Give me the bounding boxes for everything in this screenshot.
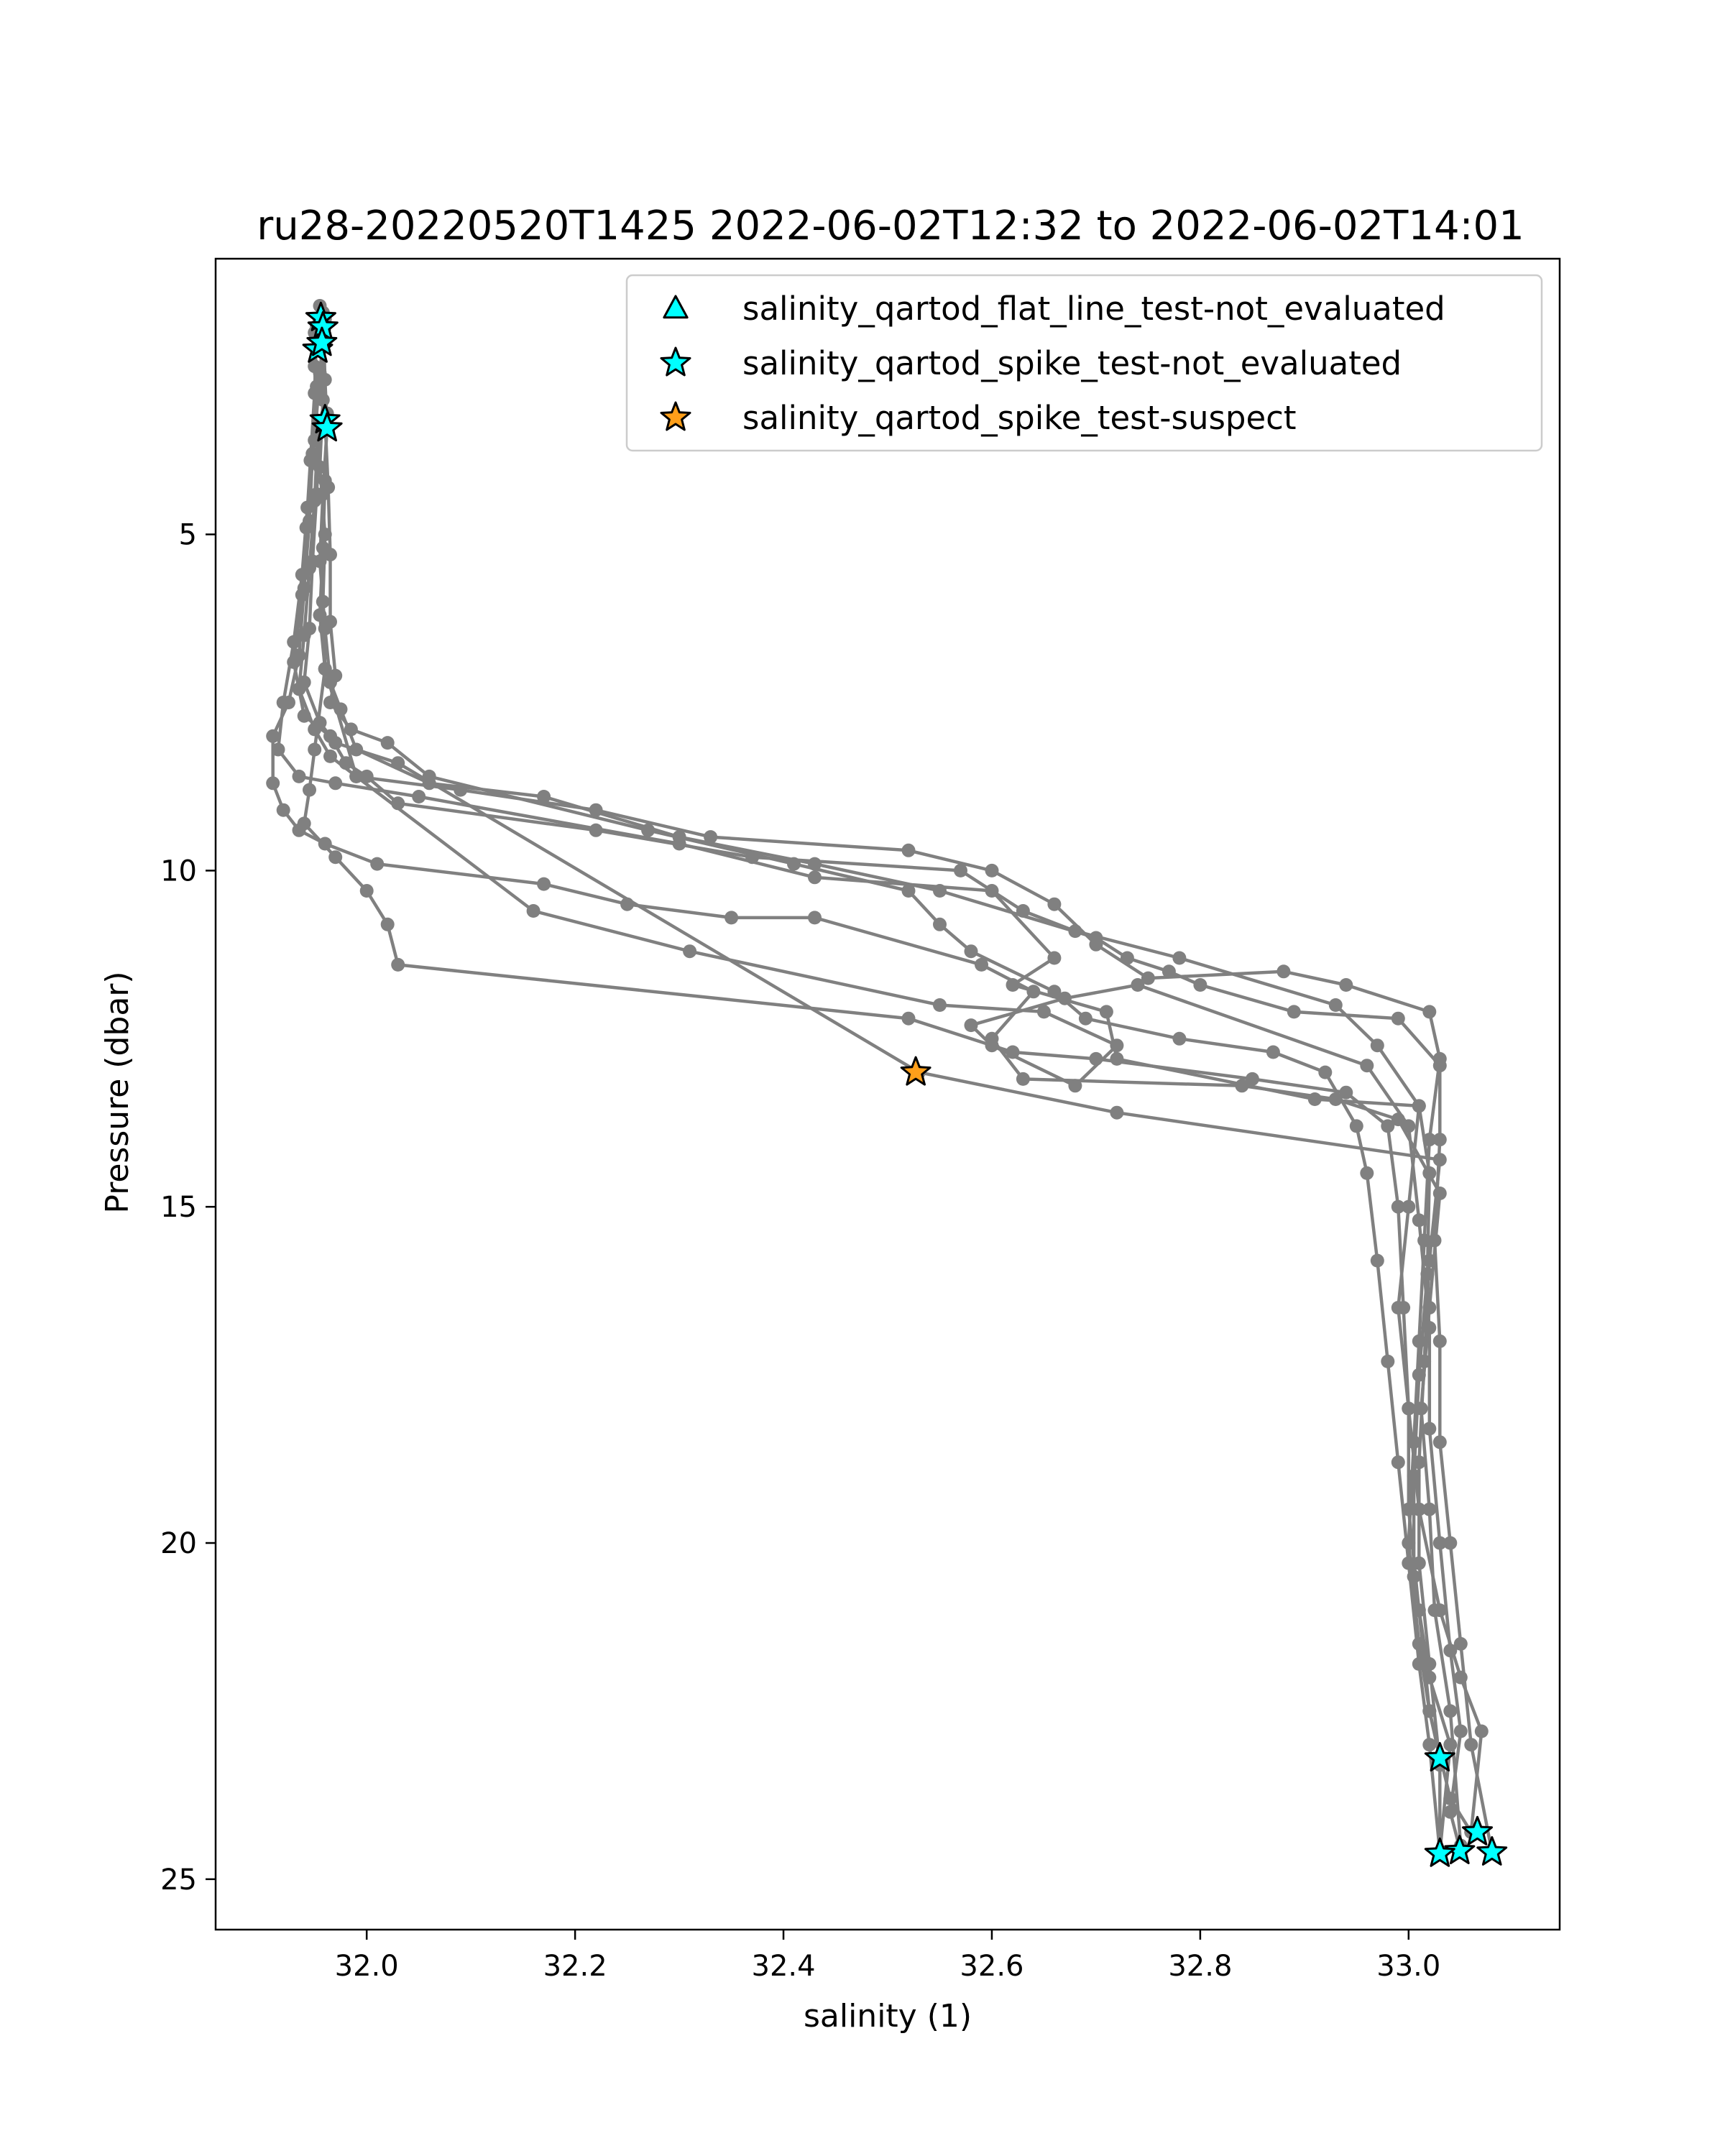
data-point [298, 676, 311, 689]
data-point [787, 857, 801, 871]
data-point [1079, 1012, 1092, 1026]
data-point [298, 709, 311, 723]
data-point [308, 743, 321, 757]
data-point [902, 844, 916, 857]
data-point [985, 864, 999, 877]
data-point [1422, 1254, 1436, 1268]
data-point [1433, 1335, 1447, 1348]
data-point [1464, 1738, 1478, 1751]
legend-item [661, 344, 1402, 382]
data-point [310, 487, 323, 501]
data-point [1443, 1738, 1457, 1751]
data-point [1402, 1119, 1415, 1133]
data-point [277, 803, 290, 817]
data-point [313, 608, 327, 622]
data-point [370, 857, 384, 871]
data-point [266, 729, 280, 743]
data-point [1266, 1046, 1280, 1059]
x-tick-label: 32.0 [334, 1950, 399, 1983]
legend-label: salinity_qartod_spike_test-suspect [742, 399, 1297, 437]
data-point [303, 622, 316, 635]
data-point [349, 770, 363, 783]
data-point [1037, 1005, 1051, 1018]
y-tick-label: 25 [160, 1863, 197, 1897]
data-point [1422, 1005, 1436, 1018]
data-point [1422, 1422, 1436, 1436]
data-point [308, 387, 321, 400]
data-point [1422, 1657, 1436, 1671]
data-point [1339, 978, 1353, 992]
data-point [1433, 1059, 1447, 1072]
data-point [1454, 1725, 1468, 1738]
data-point [965, 944, 978, 958]
x-axis-label: salinity (1) [803, 1998, 972, 2035]
y-tick-label: 5 [178, 518, 197, 552]
data-point [1360, 1166, 1374, 1180]
data-point [313, 716, 327, 729]
data-point [1350, 1119, 1363, 1133]
data-point [1047, 898, 1061, 911]
data-point [316, 595, 330, 609]
data-point [328, 736, 342, 750]
data-point [318, 474, 332, 487]
y-tick-label: 20 [160, 1527, 197, 1561]
plot-area [216, 259, 1560, 1930]
data-point [316, 541, 330, 555]
data-point [1162, 964, 1176, 978]
data-point [1433, 1133, 1447, 1146]
data-point [266, 776, 280, 790]
data-point [328, 776, 342, 790]
data-point [954, 864, 967, 877]
x-tick-label: 33.0 [1376, 1950, 1441, 1983]
data-point [1329, 998, 1343, 1012]
data-point [300, 521, 313, 535]
y-tick-label: 10 [160, 854, 197, 888]
x-tick-label: 32.2 [543, 1950, 607, 1983]
data-point [724, 911, 738, 924]
data-point [1371, 1038, 1384, 1052]
data-point [1068, 1079, 1082, 1092]
data-point [1412, 1099, 1426, 1112]
x-tick-label: 32.4 [751, 1950, 816, 1983]
data-point [391, 756, 405, 770]
legend-item [664, 290, 1445, 328]
data-point [1433, 1153, 1447, 1166]
data-point [287, 655, 300, 669]
data-point [933, 998, 947, 1012]
data-point [589, 824, 603, 837]
data-point [293, 770, 306, 783]
data-point [1417, 1355, 1431, 1368]
legend-label: salinity_qartod_flat_line_test-not_evaluated [742, 290, 1445, 328]
data-point [1412, 1213, 1426, 1227]
data-point [381, 918, 395, 931]
data-point [683, 944, 696, 958]
data-point [1058, 992, 1072, 1005]
data-point [965, 1018, 978, 1032]
data-point [1360, 1059, 1374, 1072]
data-point [902, 884, 916, 898]
data-point [344, 722, 358, 736]
data-point [381, 736, 395, 750]
data-point [303, 783, 316, 797]
legend-item [661, 399, 1297, 437]
data-point [1121, 952, 1134, 965]
data-point [1412, 1455, 1426, 1469]
data-point [641, 824, 655, 837]
data-point [1110, 1106, 1123, 1120]
data-point [808, 870, 822, 884]
data-point [323, 750, 337, 763]
data-point [537, 877, 551, 891]
data-point [1172, 952, 1186, 965]
data-point [1475, 1725, 1489, 1738]
data-point [328, 850, 342, 864]
data-point [1287, 1005, 1301, 1018]
data-point [318, 662, 332, 676]
data-point [1443, 1644, 1457, 1657]
data-point [1318, 1066, 1332, 1079]
data-point [808, 911, 822, 924]
data-point [1433, 1435, 1447, 1449]
data-point [1392, 1455, 1405, 1469]
data-point [537, 790, 551, 803]
data-point [282, 696, 295, 709]
data-point [1068, 924, 1082, 938]
data-point [1402, 1401, 1415, 1415]
data-point [1381, 1355, 1394, 1368]
data-point [360, 884, 374, 898]
data-point [1131, 978, 1144, 992]
data-point [527, 904, 540, 918]
data-point [298, 816, 311, 830]
data-point [1100, 1005, 1113, 1018]
data-point [1412, 1557, 1426, 1570]
data-point [1402, 1200, 1415, 1214]
data-point [1047, 952, 1061, 965]
data-point [295, 588, 309, 602]
data-point [1016, 1072, 1030, 1086]
data-point [933, 884, 947, 898]
data-point [391, 958, 405, 972]
data-point [1246, 1072, 1259, 1086]
data-point [1110, 1038, 1123, 1052]
y-axis-label: Pressure (dbar) [99, 971, 136, 1214]
chart-title: ru28-20220520T1425 2022-06-02T12:32 to 2022-06-02T14:01 [257, 203, 1524, 249]
data-point [1433, 1537, 1447, 1550]
data-point [303, 453, 317, 467]
data-point [1276, 964, 1290, 978]
data-point [902, 1012, 916, 1026]
data-point [1443, 1805, 1457, 1819]
data-point [1392, 1012, 1405, 1026]
legend-label: salinity_qartod_spike_test-not_evaluated [742, 344, 1402, 382]
data-point [1371, 1254, 1384, 1268]
data-point [933, 918, 947, 931]
x-tick-label: 32.6 [960, 1950, 1024, 1983]
data-point [305, 555, 319, 568]
x-tick-label: 32.8 [1168, 1950, 1233, 1983]
data-point [412, 790, 426, 803]
data-point [1443, 1704, 1457, 1718]
data-point [1016, 904, 1030, 918]
data-point [1422, 1738, 1436, 1751]
data-point [985, 1038, 999, 1052]
data-point [1026, 985, 1040, 998]
legend [627, 275, 1542, 451]
data-point [1193, 978, 1207, 992]
data-point [1381, 1119, 1394, 1133]
data-point [1392, 1301, 1405, 1314]
y-tick-label: 15 [160, 1191, 197, 1225]
data-point [1172, 1032, 1186, 1046]
